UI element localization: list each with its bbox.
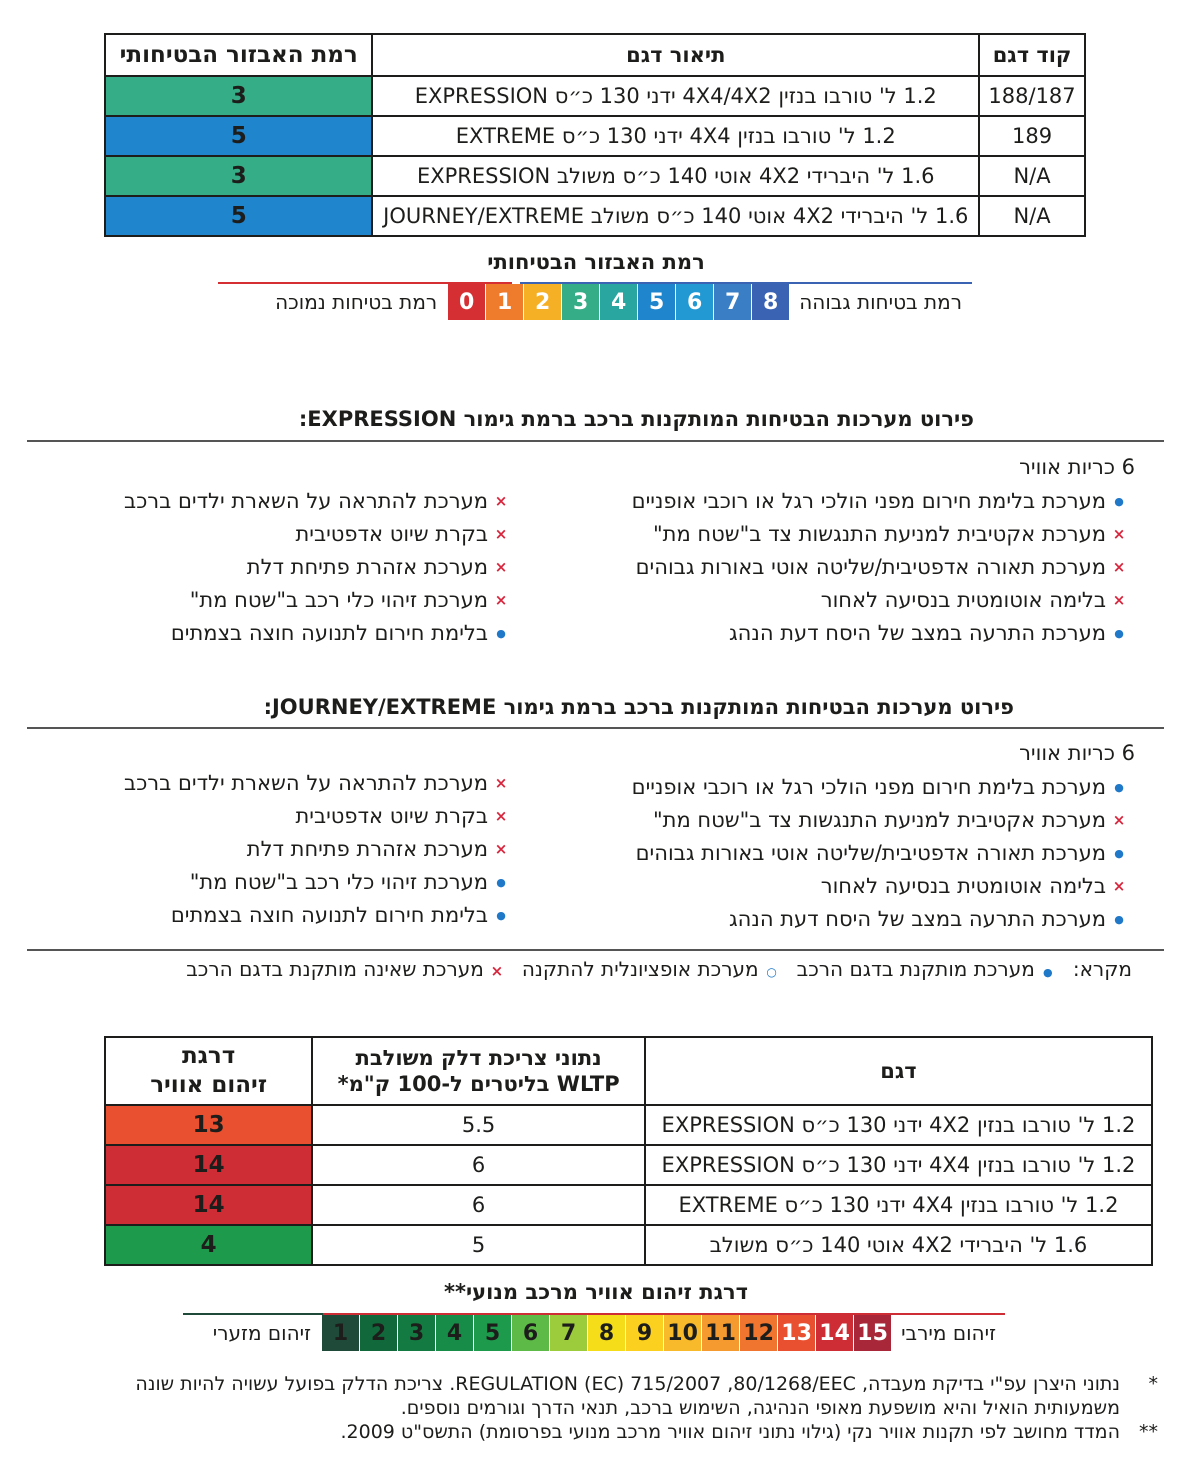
not-installed-x-icon <box>1112 558 1126 576</box>
header-fuel-consumption: נתוני צריכת דלק משולבת WLTP בליטרים ל-100 ק"מ* <box>312 1037 645 1105</box>
footnote-text: נתוני היצרן עפ"י בדיקת מעבדה, REGULATION (EC) 715/2007 ,80/1268/EEC. צריכת הדלק בפועל עשויה להיות שונה משמעותית הואיל והיא מושפעת מאופי הנהיגה, השימוש ברכב, תנאי הדרך וגורמים נוספים. <box>135 1373 1120 1419</box>
header-safety-level: רמת האבזור הבטיחותי <box>105 34 372 76</box>
safety-list-left <box>124 484 508 649</box>
fuel-pollution-table <box>104 1036 1153 1266</box>
list-item: × בלימה אוטומטית בנסיעה לאחור <box>632 583 1126 616</box>
installed-dot-icon <box>1112 779 1126 795</box>
model-description-cell: 1.6 ל' היברידי 4X2 אוטי 140 כ״ס משולב EXPRESSION <box>372 156 979 196</box>
pollution-cell: 14 <box>105 1145 312 1185</box>
list-item: ● מערכת התרעה במצב של היסח דעת הנהג <box>632 902 1126 935</box>
model-cell: 1.6 ל' היברידי 4X2 אוטי 140 כ״ס משולב <box>645 1225 1152 1265</box>
header-pollution-level: דרגת זיהום אוויר <box>105 1037 312 1105</box>
low-safety-label: רמת בטיחות נמוכה <box>275 290 438 314</box>
safety-level-cell: 3 <box>105 156 372 196</box>
table-row <box>105 116 1085 156</box>
scale-cell: 10 <box>663 1315 701 1351</box>
list-item: × מערכת תאורה אדפטיבית/שליטה אוטי באורות גבוהים <box>632 550 1126 583</box>
scale-cell: 8 <box>587 1315 625 1351</box>
scale-cell: 9 <box>625 1315 663 1351</box>
model-description-cell: 1.6 ל' היברידי 4X2 אוטי 140 כ״ס משולב JOURNEY/EXTREME <box>372 196 979 236</box>
pollution-level-scale <box>203 1315 1006 1351</box>
airbags-text: 6 כריות אוויר <box>1019 741 1135 765</box>
section-title-journey-extreme: פירוט מערכות הבטיחות המותקנות ברכב ברמת גימור JOURNEY/EXTREME: <box>263 695 1014 719</box>
legend-optional: ○מערכת אופציונלית להתקנה <box>522 957 779 981</box>
installed-dot-icon <box>1112 625 1126 641</box>
safety-table-header <box>105 34 1085 76</box>
model-code-cell: N/A <box>979 156 1085 196</box>
list-item: × בקרת שיוט אדפטיבית <box>124 799 508 832</box>
scale-cell: 6 <box>511 1315 549 1351</box>
list-item: × מערכת להתראה על השארת ילדים ברכב <box>124 484 508 517</box>
not-installed-x-icon <box>494 591 508 609</box>
table-row <box>105 156 1085 196</box>
fuel-cell: 6 <box>312 1185 645 1225</box>
scale-cell: 5 <box>637 284 675 320</box>
scale-cell: 7 <box>713 284 751 320</box>
divider <box>27 440 1164 442</box>
not-installed-x-icon <box>1112 591 1126 609</box>
model-code-cell: 188/187 <box>979 76 1085 116</box>
list-item: ● מערכת בלימת חירום מפני הולכי רגל או רוכבי אופניים <box>632 484 1126 517</box>
fuel-table-header <box>105 1037 1152 1105</box>
divider <box>27 727 1164 729</box>
list-item: × מערכת זיהוי כלי רכב ב"שטח מת" <box>124 583 508 616</box>
list-item: ● מערכת תאורה אדפטיבית/שליטה אוטי באורות גבוהים <box>632 836 1126 869</box>
list-item: × בקרת שיוט אדפטיבית <box>124 517 508 550</box>
list-item: × מערכת אזהרת פתיחת דלת <box>124 832 508 865</box>
installed-dot-icon <box>1041 964 1055 980</box>
fuel-cell: 6 <box>312 1145 645 1185</box>
scale-cell: 15 <box>853 1315 891 1351</box>
model-cell: 1.2 ל' טורבו בנזין 4X4 ידני 130 כ״ס EXTREME <box>645 1185 1152 1225</box>
safety-level-scale <box>265 284 972 320</box>
list-item: ● מערכת זיהוי כלי רכב ב"שטח מת" <box>124 865 508 898</box>
list-item: × מערכת אקטיבית למניעת התנגשות צד ב"שטח מת" <box>632 803 1126 836</box>
table-row <box>105 1105 1152 1145</box>
safety-list-right <box>632 484 1126 649</box>
scale-cell: 0 <box>447 284 485 320</box>
footnote-marker: ** <box>1139 1421 1158 1443</box>
legend-not-installed: ×מערכת שאינה מותקנת בדגם הרכב <box>186 957 504 981</box>
safety-level-cell: 3 <box>105 76 372 116</box>
list-item: × בלימה אוטומטית בנסיעה לאחור <box>632 869 1126 902</box>
legend-installed: ●מערכת מותקנת בדגם הרכב <box>797 957 1055 981</box>
not-installed-x-icon <box>490 962 504 980</box>
not-installed-x-icon <box>494 492 508 510</box>
header-model: דגם <box>645 1037 1152 1105</box>
model-cell: 1.2 ל' טורבו בנזין 4X2 ידני 130 כ״ס EXPRESSION <box>645 1105 1152 1145</box>
list-item: ● מערכת בלימת חירום מפני הולכי רגל או רוכבי אופניים <box>632 770 1126 803</box>
installed-dot-icon <box>494 625 508 641</box>
safety-level-cell: 5 <box>105 196 372 236</box>
not-installed-x-icon <box>1112 525 1126 543</box>
model-code-cell: N/A <box>979 196 1085 236</box>
not-installed-x-icon <box>494 558 508 576</box>
section-title-expression: פירוט מערכות הבטיחות המותקנות ברכב ברמת גימור EXPRESSION: <box>298 407 974 431</box>
scale-cell: 14 <box>815 1315 853 1351</box>
header-model-code: קוד דגם <box>979 34 1085 76</box>
pollution-cell: 14 <box>105 1185 312 1225</box>
scale-cell: 5 <box>473 1315 511 1351</box>
model-description-cell: 1.2 ל' טורבו בנזין 4X4/4X2 ידני 130 כ״ס EXPRESSION <box>372 76 979 116</box>
pollution-scale-title: דרגת זיהום אוויר מרכב מנועי** <box>444 1280 748 1304</box>
pollution-cell: 4 <box>105 1225 312 1265</box>
model-description-cell: 1.2 ל' טורבו בנזין 4X4 ידני 130 כ״ס EXTREME <box>372 116 979 156</box>
footnote <box>48 1420 1158 1444</box>
high-safety-label: רמת בטיחות גבוהה <box>799 290 962 314</box>
scale-cell: 7 <box>549 1315 587 1351</box>
installed-dot-icon <box>1112 493 1126 509</box>
installed-dot-icon <box>494 874 508 890</box>
safety-level-cell: 5 <box>105 116 372 156</box>
safety-scale-title: רמת האבזור הבטיחותי <box>487 250 705 274</box>
scale-cell: 2 <box>523 284 561 320</box>
safety-list-right <box>632 770 1126 935</box>
header-model-description: תיאור דגם <box>372 34 979 76</box>
scale-cell: 1 <box>321 1315 359 1351</box>
not-installed-x-icon <box>1112 877 1126 895</box>
footnote <box>48 1372 1158 1420</box>
max-pollution-label: זיהום מירבי <box>901 1321 996 1345</box>
legend-prefix: מקרא: <box>1072 957 1132 981</box>
fuel-cell: 5 <box>312 1225 645 1265</box>
list-item: ● בלימת חירום לתנועה חוצה בצמתים <box>124 616 508 649</box>
scale-cell: 4 <box>435 1315 473 1351</box>
not-installed-x-icon <box>494 840 508 858</box>
table-row <box>105 76 1085 116</box>
list-item: × מערכת אזהרת פתיחת דלת <box>124 550 508 583</box>
list-item: ● בלימת חירום לתנועה חוצה בצמתים <box>124 898 508 931</box>
safety-level-table <box>104 33 1086 237</box>
list-item: ● מערכת התרעה במצב של היסח דעת הנהג <box>632 616 1126 649</box>
installed-dot-icon <box>1112 845 1126 861</box>
airbags-text: 6 כריות אוויר <box>1019 455 1135 479</box>
safety-list-left <box>124 766 508 931</box>
scale-cell: 4 <box>599 284 637 320</box>
min-pollution-label: זיהום מזערי <box>212 1321 312 1345</box>
not-installed-x-icon <box>494 774 508 792</box>
scale-cell: 13 <box>777 1315 815 1351</box>
model-code-cell: 189 <box>979 116 1085 156</box>
footnote-text: המדד מחושב לפי תקנות אוויר נקי (גילוי נתוני זיהום אוויר מרכב מנועי בפרסומת) התשס"ט 2009. <box>340 1421 1120 1443</box>
not-installed-x-icon <box>494 807 508 825</box>
footnote-marker: * <box>1148 1373 1158 1395</box>
scale-cell: 1 <box>485 284 523 320</box>
not-installed-x-icon <box>494 525 508 543</box>
installed-dot-icon <box>1112 911 1126 927</box>
table-row <box>105 196 1085 236</box>
pollution-cell: 13 <box>105 1105 312 1145</box>
scale-cell: 12 <box>739 1315 777 1351</box>
footnotes <box>48 1372 1158 1444</box>
scale-cell: 3 <box>397 1315 435 1351</box>
model-cell: 1.2 ל' טורבו בנזין 4X4 ידני 130 כ״ס EXPRESSION <box>645 1145 1152 1185</box>
not-installed-x-icon <box>1112 811 1126 829</box>
scale-cell: 2 <box>359 1315 397 1351</box>
scale-cell: 8 <box>751 284 789 320</box>
fuel-cell: 5.5 <box>312 1105 645 1145</box>
list-item: × מערכת אקטיבית למניעת התנגשות צד ב"שטח מת" <box>632 517 1126 550</box>
table-row <box>105 1185 1152 1225</box>
scale-cell: 11 <box>701 1315 739 1351</box>
divider <box>27 949 1164 951</box>
legend <box>186 957 1132 981</box>
list-item: × מערכת להתראה על השארת ילדים ברכב <box>124 766 508 799</box>
scale-cell: 3 <box>561 284 599 320</box>
scale-cell: 6 <box>675 284 713 320</box>
table-row <box>105 1145 1152 1185</box>
table-row <box>105 1225 1152 1265</box>
installed-dot-icon <box>494 907 508 923</box>
optional-circle-icon <box>765 964 779 980</box>
